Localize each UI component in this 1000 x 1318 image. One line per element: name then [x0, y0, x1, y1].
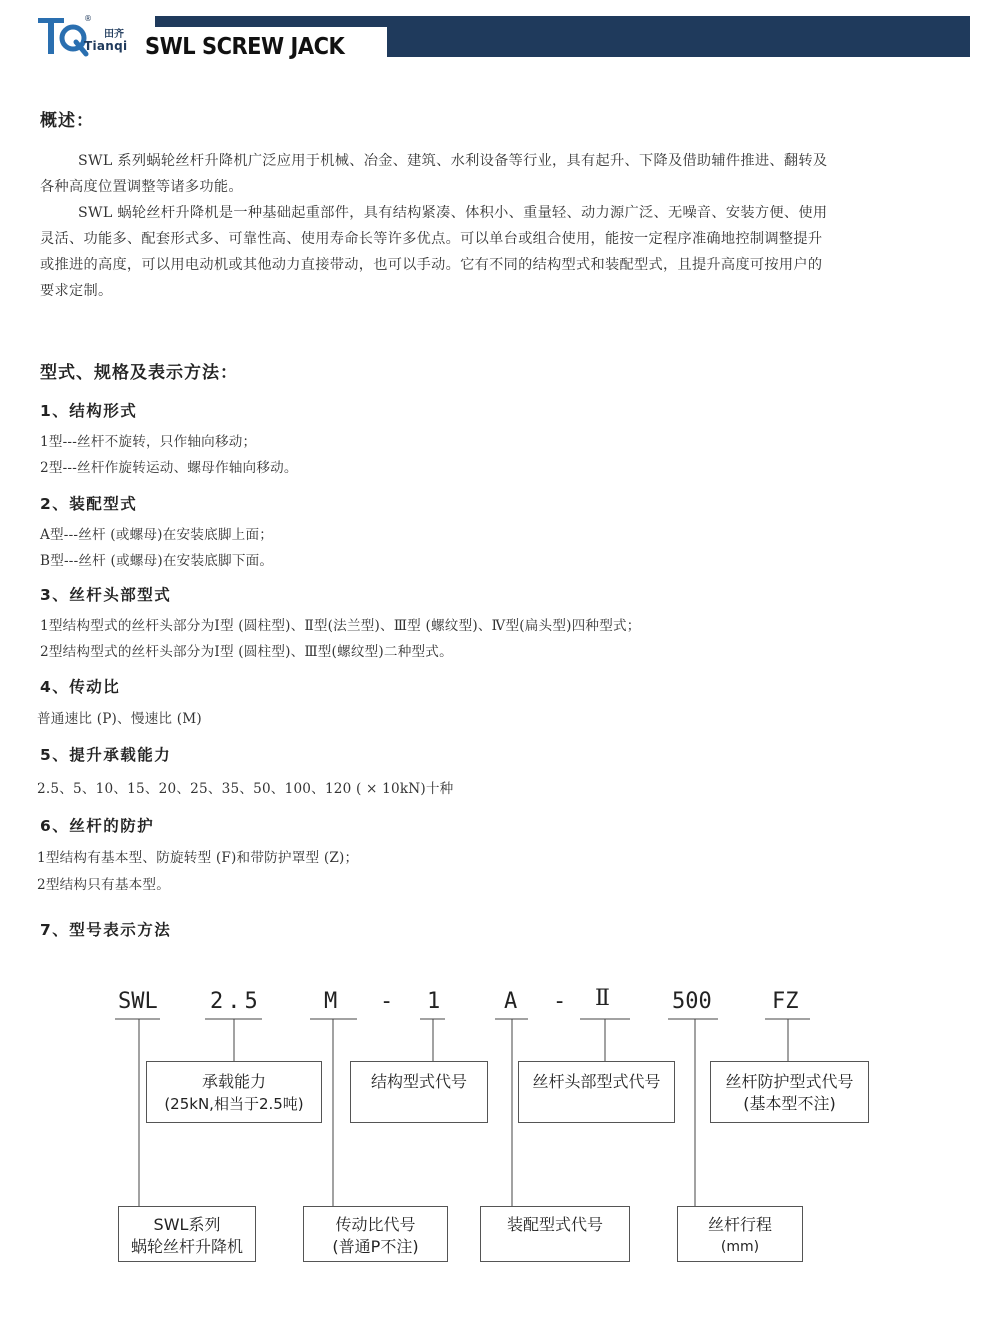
box-line: (mm)	[720, 1239, 760, 1255]
code-part-capacity: 2.5	[210, 989, 262, 1014]
section-line: 2.5、5、10、15、20、25、35、50、100、120 ( × 10kN)十种	[37, 781, 454, 797]
box-structure-code	[350, 1061, 488, 1123]
code-part-head-type: Ⅱ	[595, 986, 610, 1011]
box-line: (25kN,相当于2.5吨)	[164, 1095, 304, 1113]
code-part-protection: FZ	[772, 989, 799, 1014]
logo-english-name: Tianqi	[84, 39, 128, 53]
spec-heading: 型式、规格及表示方法：	[40, 363, 238, 383]
box-head-type-code	[518, 1061, 675, 1123]
code-part-series: SWL	[118, 989, 158, 1014]
code-part-structure: 1	[427, 989, 441, 1014]
overview-line: 灵活、功能多、配套形式多、可靠性高、使用寿命长等许多优点。可以单台或组合使用，能按一定程序准确地控制调整提升	[40, 231, 823, 247]
code-part-assembly: A	[504, 989, 518, 1014]
section-title: 3、丝杆头部型式	[40, 586, 172, 604]
box-swl-series	[118, 1206, 256, 1262]
document-title: SWL SCREW JACK	[145, 33, 345, 60]
logo-chinese-name: 田齐	[104, 29, 124, 40]
section-line: 2型结构型式的丝杆头部分为Ⅰ型 (圆柱型)、Ⅲ型(螺纹型)二种型式。	[40, 644, 453, 660]
section-line: A型---丝杆 (或螺母)在安装底脚上面；	[40, 527, 274, 543]
code-part-dash: -	[553, 989, 567, 1014]
overview-line: 或推进的高度，可以用电动机或其他动力直接带动，也可以手动。它有不同的结构型式和装配型式，且提升高度可按用户的	[40, 257, 823, 273]
box-line: 丝杆防护型式代号	[725, 1072, 854, 1091]
overview-line: 要求定制。	[40, 283, 113, 299]
section-title: 4、传动比	[40, 678, 121, 696]
box-ratio-code	[303, 1206, 448, 1262]
box-screw-stroke	[677, 1206, 803, 1262]
box-line: 装配型式代号	[506, 1215, 603, 1234]
box-line: 承载能力	[201, 1072, 266, 1091]
registered-mark: ®	[84, 14, 92, 23]
box-line: 结构型式代号	[370, 1072, 467, 1091]
code-part-ratio: M	[324, 989, 338, 1014]
box-line: 丝杆行程	[707, 1215, 772, 1234]
section-title: 5、提升承载能力	[40, 746, 172, 764]
section-title: 7、型号表示方法	[40, 921, 172, 939]
overview-line: 各种高度位置调整等诸多功能。	[40, 179, 243, 195]
section-line: 2型---丝杆作旋转运动、螺母作轴向移动。	[40, 460, 298, 476]
section-title: 2、装配型式	[40, 495, 138, 513]
section-line: 2型结构只有基本型。	[37, 877, 170, 893]
box-line: (基本型不注)	[743, 1094, 836, 1113]
overview-heading: 概述：	[40, 111, 94, 131]
box-line: (普通P不注)	[332, 1237, 419, 1256]
section-line: 1型结构有基本型、防旋转型 (F)和带防护罩型 (Z)；	[37, 850, 359, 866]
box-assembly-code	[480, 1206, 630, 1262]
section-line: B型---丝杆 (或螺母)在安装底脚下面。	[40, 553, 274, 569]
box-line: 传动比代号	[335, 1215, 416, 1234]
code-part-dash: -	[380, 989, 394, 1014]
overview-line: SWL 蜗轮丝杆升降机是一种基础起重部件，具有结构紧凑、体积小、重量轻、动力源广泛、无噪音、安装方便、使用	[78, 205, 828, 221]
box-protection-code	[710, 1061, 869, 1123]
overview-line: SWL 系列蜗轮丝杆升降机广泛应用于机械、冶金、建筑、水利设备等行业，具有起升、下降及借助辅件推进、翻转及	[78, 153, 828, 169]
box-line: SWL系列	[153, 1215, 221, 1234]
section-title: 6、丝杆的防护	[40, 817, 155, 835]
box-line: 蜗轮丝杆升降机	[130, 1237, 243, 1256]
box-load-capacity	[146, 1061, 322, 1123]
code-part-stroke: 500	[672, 989, 712, 1014]
section-title: 1、结构形式	[40, 402, 138, 420]
section-line: 普通速比 (P)、慢速比 (M)	[37, 711, 202, 727]
section-line: 1型结构型式的丝杆头部分为Ⅰ型 (圆柱型)、Ⅱ型(法兰型)、Ⅲ型 (螺纹型)、Ⅳ型(扁头型)四种型式；	[40, 618, 641, 634]
box-line: 丝杆头部型式代号	[532, 1072, 661, 1091]
section-line: 1型---丝杆不旋转，只作轴向移动；	[40, 434, 257, 450]
